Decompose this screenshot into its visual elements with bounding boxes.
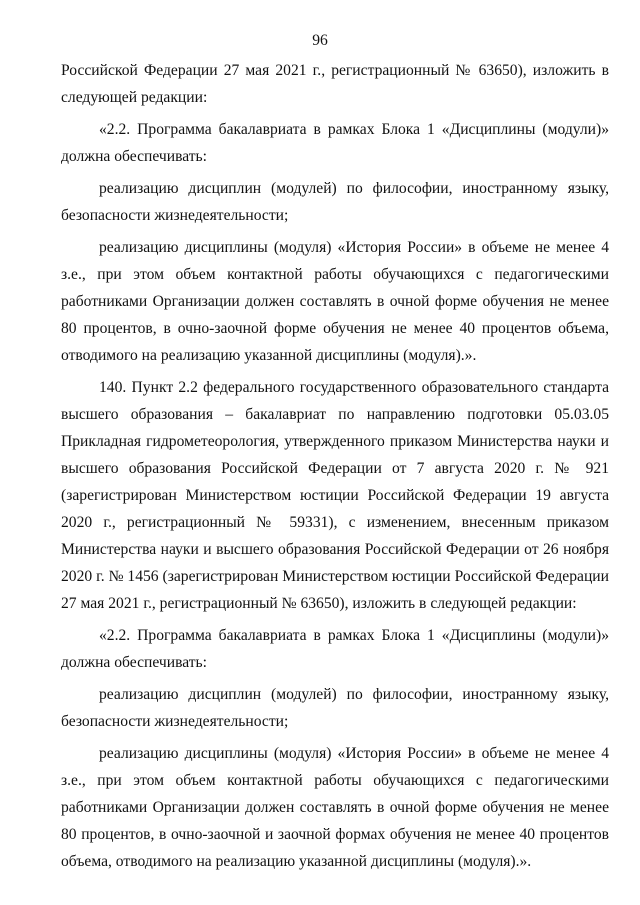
paragraph-quoted-clause: «2.2. Программа бакалавриата в рамках Блока 1 «Дисциплины (модули)» должна обеспечивать: (61, 121, 609, 165)
paragraph-continuation: Российской Федерации 27 мая 2021 г., регистрационный № 63650), изложить в следующей редакции: (61, 62, 609, 106)
paragraph-history-discipline: реализацию дисциплины (модуля) «История России» в объеме не менее 4 з.е., при этом объем контактной работы обучающихся с педагогическими работниками Организации должен составлять в очной форме обучения не менее 80 процентов, в очно-заочной и заочной формах обучения не менее 40 процентов объема, отводимого на реализацию указанной дисциплины (модуля).». (61, 745, 609, 870)
document-body (61, 57, 609, 880)
paragraph-disciplines: реализацию дисциплин (модулей) по философии, иностранному языку, безопасности жизнедеятельности; (61, 180, 609, 224)
paragraph-history-discipline: реализацию дисциплины (модуля) «История России» в объеме не менее 4 з.е., при этом объем контактной работы обучающихся с педагогическими работниками Организации должен составлять в очной форме обучения не менее 80 процентов, в очно-заочной форме обучения не менее 40 процентов объема, отводимого на реализацию указанной дисциплины (модуля).». (61, 239, 609, 364)
paragraph-disciplines: реализацию дисциплин (модулей) по философии, иностранному языку, безопасности жизнедеятельности; (61, 686, 609, 730)
paragraph-quoted-clause: «2.2. Программа бакалавриата в рамках Блока 1 «Дисциплины (модули)» должна обеспечивать: (61, 627, 609, 671)
page-number: 96 (312, 32, 328, 49)
paragraph-item-140: 140. Пункт 2.2 федерального государственного образовательного стандарта высшего образования – бакалавриат по направлению подготовки 05.03.05 Прикладная гидрометеорология, утвержденного приказом Министерства науки и высшего образования Российской Федерации от 7 августа 2020 г. № 921 (зарегистрирован Министерством юстиции Российской Федерации 19 августа 2020 г., регистрационный № 59331), с изменением, внесенным приказом Министерства науки и высшего образования Российской Федерации от 26 ноября 2020 г. № 1456 (зарегистрирован Министерством юстиции Российской Федерации 27 мая 2021 г., регистрационный № 63650), изложить в следующей редакции: (61, 379, 609, 612)
